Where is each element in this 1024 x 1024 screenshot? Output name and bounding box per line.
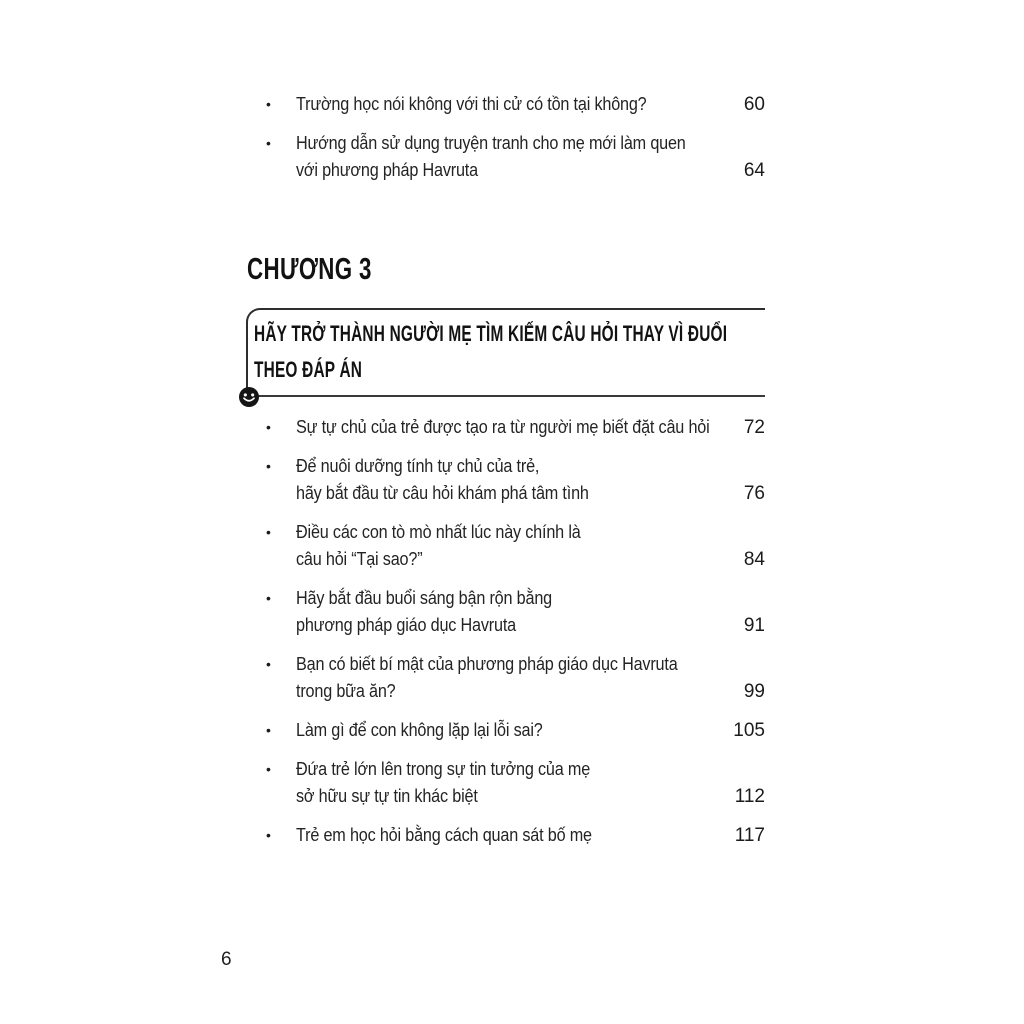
toc-list-top bbox=[266, 91, 765, 196]
bullet-icon: • bbox=[266, 827, 271, 843]
toc-entry-text bbox=[296, 822, 592, 849]
toc-list-chapter3 bbox=[266, 414, 765, 861]
toc-entry-line: Để nuôi dưỡng tính tự chủ của trẻ, bbox=[296, 456, 540, 476]
toc-entry-page-number: 99 bbox=[743, 681, 765, 702]
toc-entry-page-number: 76 bbox=[743, 483, 765, 504]
bullet-icon: • bbox=[266, 458, 271, 474]
toc-entry-page-number: 64 bbox=[743, 160, 765, 181]
toc-entry bbox=[266, 585, 765, 639]
smiley-face-icon bbox=[239, 387, 259, 407]
toc-entry-line: Làm gì để con không lặp lại lỗi sai? bbox=[296, 720, 543, 740]
bullet-icon: • bbox=[266, 656, 271, 672]
toc-entry bbox=[266, 130, 765, 184]
bullet-icon: • bbox=[266, 419, 271, 435]
toc-entry-line: Bạn có biết bí mật của phương pháp giáo dục Havruta bbox=[296, 654, 678, 674]
toc-entry bbox=[266, 717, 765, 744]
toc-entry-page-number: 91 bbox=[743, 615, 765, 636]
toc-entry-line: Trẻ em học hỏi bằng cách quan sát bố mẹ bbox=[296, 825, 592, 845]
toc-entry-line: Điều các con tò mò nhất lúc này chính là bbox=[296, 522, 581, 542]
toc-entry-text bbox=[296, 414, 710, 441]
chapter-title-line: HÃY TRỞ THÀNH NGƯỜI MẸ TÌM KIẾM CÂU HỎI THAY VÌ ĐUỔI bbox=[254, 321, 728, 346]
toc-entry-text bbox=[296, 651, 678, 705]
toc-entry-text bbox=[296, 519, 581, 573]
chapter-title bbox=[254, 316, 727, 388]
toc-entry-line: Hãy bắt đầu buổi sáng bận rộn bằng bbox=[296, 588, 552, 608]
toc-entry bbox=[266, 414, 765, 441]
toc-entry-line: hãy bắt đầu từ câu hỏi khám phá tâm tình bbox=[296, 483, 589, 503]
toc-entry-page-number: 72 bbox=[743, 417, 765, 438]
toc-entry-line: Sự tự chủ của trẻ được tạo ra từ người mẹ biết đặt câu hỏi bbox=[296, 417, 710, 437]
toc-entry-page-number: 84 bbox=[743, 549, 765, 570]
chapter-title-line: THEO ĐÁP ÁN bbox=[254, 357, 363, 382]
toc-entry-page-number: 117 bbox=[734, 825, 765, 846]
toc-entry-text bbox=[296, 717, 543, 744]
bullet-icon: • bbox=[266, 524, 271, 540]
toc-entry bbox=[266, 822, 765, 849]
toc-entry-line: Đứa trẻ lớn lên trong sự tin tưởng của mẹ bbox=[296, 759, 591, 779]
toc-entry-line: Hướng dẫn sử dụng truyện tranh cho mẹ mới làm quen bbox=[296, 133, 686, 153]
toc-entry-line: câu hỏi “Tại sao?” bbox=[296, 549, 423, 569]
toc-entry-page-number: 105 bbox=[733, 720, 765, 741]
bullet-icon: • bbox=[266, 590, 271, 606]
toc-entry bbox=[266, 756, 765, 810]
toc-entry-text bbox=[296, 585, 552, 639]
toc-entry-page-number: 60 bbox=[743, 94, 765, 115]
toc-entry-text bbox=[296, 453, 589, 507]
folio-page-number: 6 bbox=[221, 949, 232, 970]
chapter-number-heading: CHƯƠNG 3 bbox=[247, 251, 372, 286]
toc-entry-line: sở hữu sự tự tin khác biệt bbox=[296, 786, 478, 806]
toc-entry-line: Trường học nói không với thi cử có tồn tại không? bbox=[296, 94, 647, 114]
bullet-icon: • bbox=[266, 722, 271, 738]
toc-entry bbox=[266, 519, 765, 573]
toc-entry bbox=[266, 651, 765, 705]
toc-entry-text bbox=[296, 91, 647, 118]
chapter-frame-bottom-line bbox=[252, 395, 765, 397]
bullet-icon: • bbox=[266, 761, 271, 777]
toc-entry bbox=[266, 91, 765, 118]
bullet-icon: • bbox=[266, 135, 271, 151]
bullet-icon: • bbox=[266, 96, 271, 112]
toc-entry-text bbox=[296, 130, 686, 184]
toc-entry-text bbox=[296, 756, 590, 810]
toc-entry bbox=[266, 453, 765, 507]
toc-entry-line: trong bữa ăn? bbox=[296, 681, 396, 701]
toc-entry-page-number: 112 bbox=[734, 786, 765, 807]
toc-entry-line: với phương pháp Havruta bbox=[296, 160, 478, 180]
toc-entry-line: phương pháp giáo dục Havruta bbox=[296, 615, 516, 635]
